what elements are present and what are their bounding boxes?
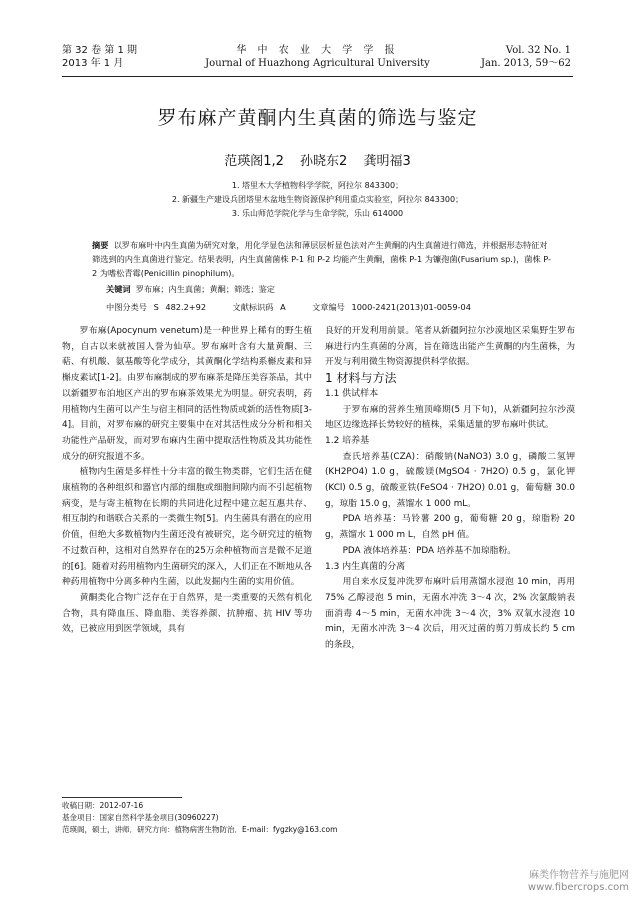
footnote-rule: [62, 797, 182, 798]
body-paragraph: 良好的开发利用前景。笔者从新疆阿拉尔沙漠地区采集野生罗布麻进行内生真菌的分离，旨在筛选出能产生黄酮的内生菌株，为开发与利用微生物资源提供科学依据。: [325, 326, 575, 368]
author-info: 范瑛阁，硕士，讲师．研究方向：植物病害生物防治．E-mail：fygzky@163.com: [62, 825, 338, 834]
journal-name-en: Journal of Huazhong Agricultural University: [205, 58, 430, 69]
header-issue-en: [481, 44, 571, 70]
subsection-heading: 1.3 内生真菌的分离: [325, 561, 406, 572]
abstract-label: 摘要: [92, 240, 109, 250]
affiliation-1: 1. 塔里木大学植物科学学院，阿拉尔 843300；: [231, 181, 404, 190]
body-paragraph: 查氏培养基(CZA)：硝酸钠(NaNO3) 3.0 g，磷酸二氢钾(KH2PO4) 1.0 g，硫酸镁(MgSO4 · 7H2O) 0.5 g，氯化钾(KCl) 0.5 g，硫酸亚铁(FeSO4 · 7H2O) 0.01 g，葡萄糖 30.0 g，琼脂 15.0 g，蒸馏水 1 000 mL。: [325, 451, 575, 509]
abstract-text: 以罗布麻叶中内生真菌为研究对象，用化学显色法和薄层层析显色法对产生黄酮的内生真菌进行筛选，并根据形态特征对筛选到的内生真菌进行鉴定。结果表明，内生真菌菌株 P-1 和 P-2 均能产生黄酮，菌株 P-1 为镰孢菌(Fusarium sp.)，菌株 P-2 为嗜松青霉(Penicillin pinophilum)。: [92, 240, 551, 278]
body-paragraph: 黄酮类化合物广泛存在于自然界，是一类重要的天然有机化合物，具有降血压、降血脂、美容养颜、抗肿瘤、抗 HIV 等功效，已被应用到医学领域，具有: [62, 592, 312, 635]
body-paragraph: 于罗布麻的营养生殖顶峰期(5 月下旬)，从新疆阿拉尔沙漠地区边缘选择长势较好的植株，采集适量的罗布麻叶供试。: [325, 404, 575, 431]
clc-value: S 482.2+92: [153, 302, 207, 312]
classification-line: [106, 302, 471, 313]
section-heading: 1 材料与方法: [325, 371, 397, 386]
paper-title: 罗布麻产黄酮内生真菌的筛选与鉴定: [157, 107, 478, 129]
watermark-cn: 麻类作物营养与施肥网: [529, 870, 629, 881]
watermark-url: www.fibercrops.com: [527, 882, 629, 893]
doc-code-label: 文献标识码: [232, 302, 274, 312]
keywords: [106, 284, 275, 295]
body-paragraph: 植物内生菌是多样性十分丰富的微生物类群，它们生活在健康植物的各种组织和器官内部的细胞或细胞间隙内而不引起植物病变，是与寄主植物在长期的共同进化过程中建立起互惠共存、相互制约和谐联合关系的一类微生物[5]。内生菌具有潜在的应用价值，但绝大多数植物内生菌还没有被研究，迄今研究过的植物不过数百种，这相对自然界存在的25万余种植物而言是微不足道的[6]。随着对药用植物内生菌研究的深入，人们正在不断地从各种药用植物中分离多种内生菌，以此发掘内生菌的实用价值。: [62, 467, 312, 588]
affiliation-2: 2. 新疆生产建设兵团塔里木盆地生物资源保护利用重点实验室，阿拉尔 843300；: [171, 195, 464, 204]
keywords-label: 关键词: [106, 284, 131, 294]
subsection-heading: 1.2 培养基: [325, 435, 370, 446]
clc-label: 中图分类号: [106, 302, 147, 312]
article-number-value: 1000-2421(2013)01-0059-04: [351, 302, 471, 312]
article-number-label: 文章编号: [312, 302, 345, 312]
doc-code-value: A: [280, 302, 286, 312]
body-column-right: [325, 324, 575, 654]
body-paragraph: 罗布麻(Apocynum venetum)是一种世界上稀有的野生植物，自古以来就被国人誉为仙草。罗布麻叶含有大量黄酮、三萜、有机酸、氨基酸等化学成分，其黄酮化学结构系槲皮素和异槲皮素试[1-2]。由罗布麻制成的罗布麻茶是降压美容茶品，其中以新疆罗布泊地区产出的罗布麻茶效果尤为明显。研究表明，药用植物内生菌可以产生与宿主相同的活性物质或新的活性物质[3-4]。目前，对罗布麻的研究主要集中在对其活性成分分析和相关功能性产品研发，而对罗布麻内生菌中提取活性物质及其功能性成分的研究报道不多。: [62, 326, 312, 462]
body-paragraph: 用自来水反复冲洗罗布麻叶后用蒸馏水浸泡 10 min，再用 75% 乙醇浸泡 5 min，无菌水冲洗 3～4 次，2% 次氯酸钠表面消毒 4～5 min，无菌水冲洗 3～4 次，3% 双氧水浸泡 10 min，无菌水冲洗 3～4 次后，用灭过菌的剪刀剪成长约 5 cm 的条段，: [325, 577, 575, 651]
body-paragraph: PDA 培养基：马铃薯 200 g，葡萄糖 20 g，琼脂粉 20 g，蒸馏水 1 000 m L，自然 pH 值。: [325, 514, 575, 541]
abstract: [92, 238, 552, 280]
volume-issue-cn: 第 32 卷 第 1 期: [62, 45, 137, 56]
body-paragraph: PDA 液体培养基：PDA 培养基不加琼脂粉。: [342, 545, 517, 556]
keywords-text: 罗布麻；内生真菌；黄酮；筛选；鉴定: [135, 284, 275, 294]
subsection-heading: 1.1 供试样本: [325, 388, 379, 399]
body-column-left: [62, 324, 312, 638]
watermark: [528, 870, 629, 894]
funding: 基金项目：国家自然科学基金项目(30960227): [62, 813, 219, 822]
date-cn: 2013 年 1 月: [62, 58, 124, 69]
journal-name-cn: 华 中 农 业 大 学 学 报: [236, 45, 399, 56]
footnotes: [62, 800, 337, 836]
header-rule: [62, 76, 573, 77]
authors: 范瑛阁1,2 孙晓东2 龚明福3: [224, 154, 411, 169]
date-en: Jan. 2013, 59～62: [480, 58, 571, 69]
received-date: 收稿日期：2012-07-16: [62, 801, 144, 810]
volume-issue-en: Vol. 32 No. 1: [505, 45, 571, 56]
affiliation-3: 3. 乐山师范学院化学与生命学院，乐山 614000: [231, 209, 404, 218]
